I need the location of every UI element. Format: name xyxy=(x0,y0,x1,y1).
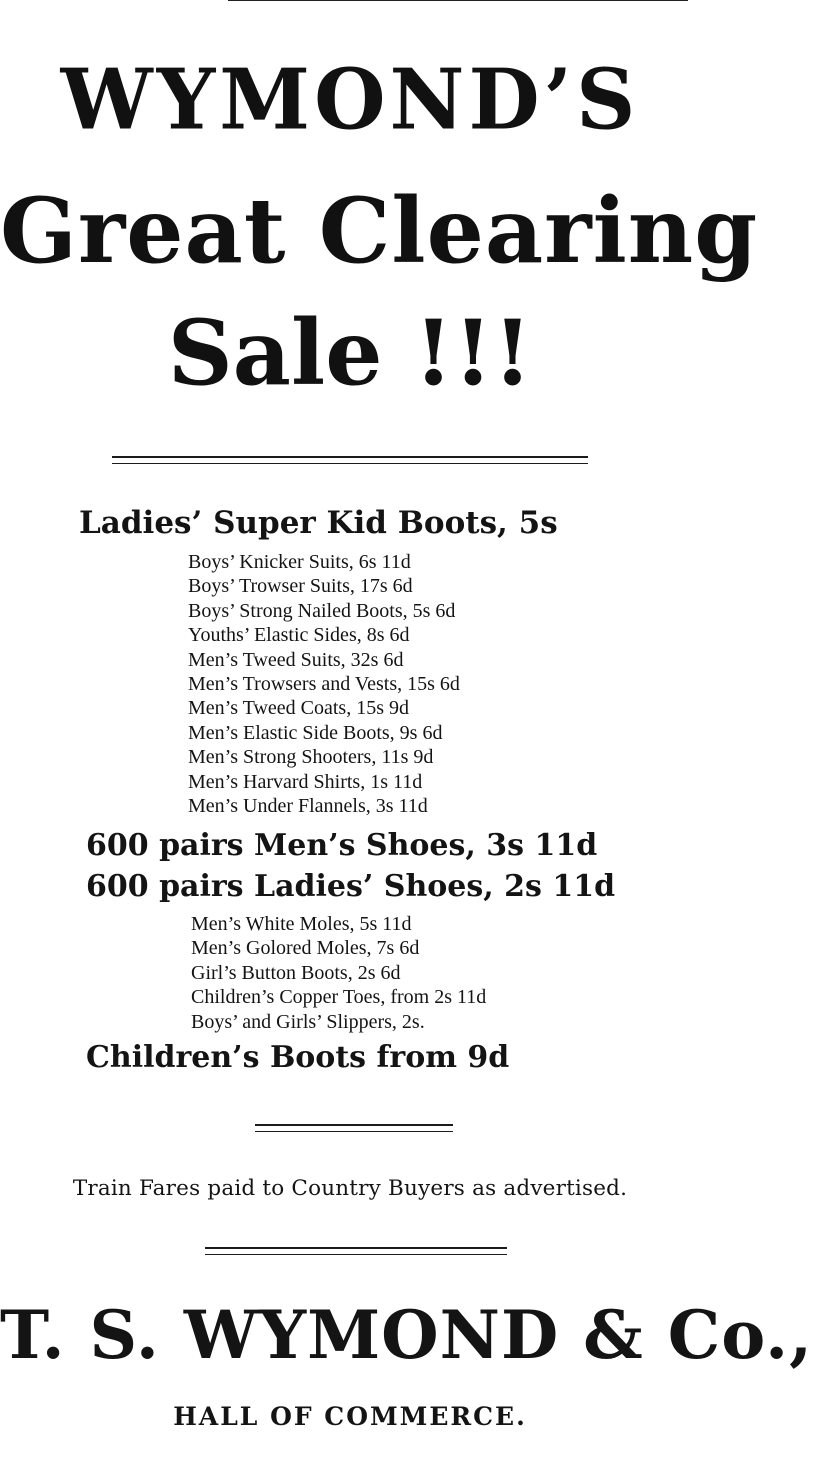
headline-subtitle-line-2: Sale !!! xyxy=(167,300,533,406)
headline-title: WYMOND’S xyxy=(60,51,640,149)
firm-name: T. S. WYMOND & Co., xyxy=(0,1296,813,1374)
featured-item-mens-shoes: 600 pairs Men’s Shoes, 3s 11d xyxy=(86,828,598,863)
list-item: Children’s Copper Toes, from 2s 11d xyxy=(191,986,487,1009)
featured-item-ladies-shoes: 600 pairs Ladies’ Shoes, 2s 11d xyxy=(86,869,616,904)
list-item: Boys’ Trowser Suits, 17s 6d xyxy=(188,575,413,598)
divider-rule xyxy=(205,1247,507,1255)
list-item: Men’s Strong Shooters, 11s 9d xyxy=(188,746,434,769)
divider-rule xyxy=(255,1124,453,1132)
train-fares-notice: Train Fares paid to Country Buyers as advertised. xyxy=(72,1176,628,1201)
firm-address: HALL OF COMMERCE. xyxy=(173,1402,527,1431)
list-item: Men’s Elastic Side Boots, 9s 6d xyxy=(188,721,443,744)
list-item: Girl’s Button Boots, 2s 6d xyxy=(191,961,401,984)
list-item: Men’s Trowsers and Vests, 15s 6d xyxy=(188,673,460,696)
divider-rule xyxy=(112,456,588,464)
list-item: Men’s Under Flannels, 3s 11d xyxy=(188,795,428,818)
price-list-1 xyxy=(188,550,460,818)
headline-subtitle-line-1: Great Clearing xyxy=(0,178,759,284)
top-border-rule xyxy=(228,0,688,1)
list-item: Men’s White Moles, 5s 11d xyxy=(191,913,412,935)
price-list-2 xyxy=(191,912,486,1034)
list-item: Boys’ Strong Nailed Boots, 5s 6d xyxy=(188,599,456,622)
list-item: Boys’ Knicker Suits, 6s 11d xyxy=(188,551,411,573)
featured-item-ladies-kid-boots: Ladies’ Super Kid Boots, 5s xyxy=(79,505,558,541)
list-item: Men’s Golored Moles, 7s 6d xyxy=(191,937,420,960)
list-item: Boys’ and Girls’ Slippers, 2s. xyxy=(191,1010,425,1033)
list-item: Men’s Tweed Suits, 32s 6d xyxy=(188,648,404,671)
list-item: Youths’ Elastic Sides, 8s 6d xyxy=(188,624,410,647)
list-item: Men’s Tweed Coats, 15s 9d xyxy=(188,697,409,720)
featured-item-childrens-boots: Children’s Boots from 9d xyxy=(86,1040,510,1075)
list-item: Men’s Harvard Shirts, 1s 11d xyxy=(188,770,423,793)
